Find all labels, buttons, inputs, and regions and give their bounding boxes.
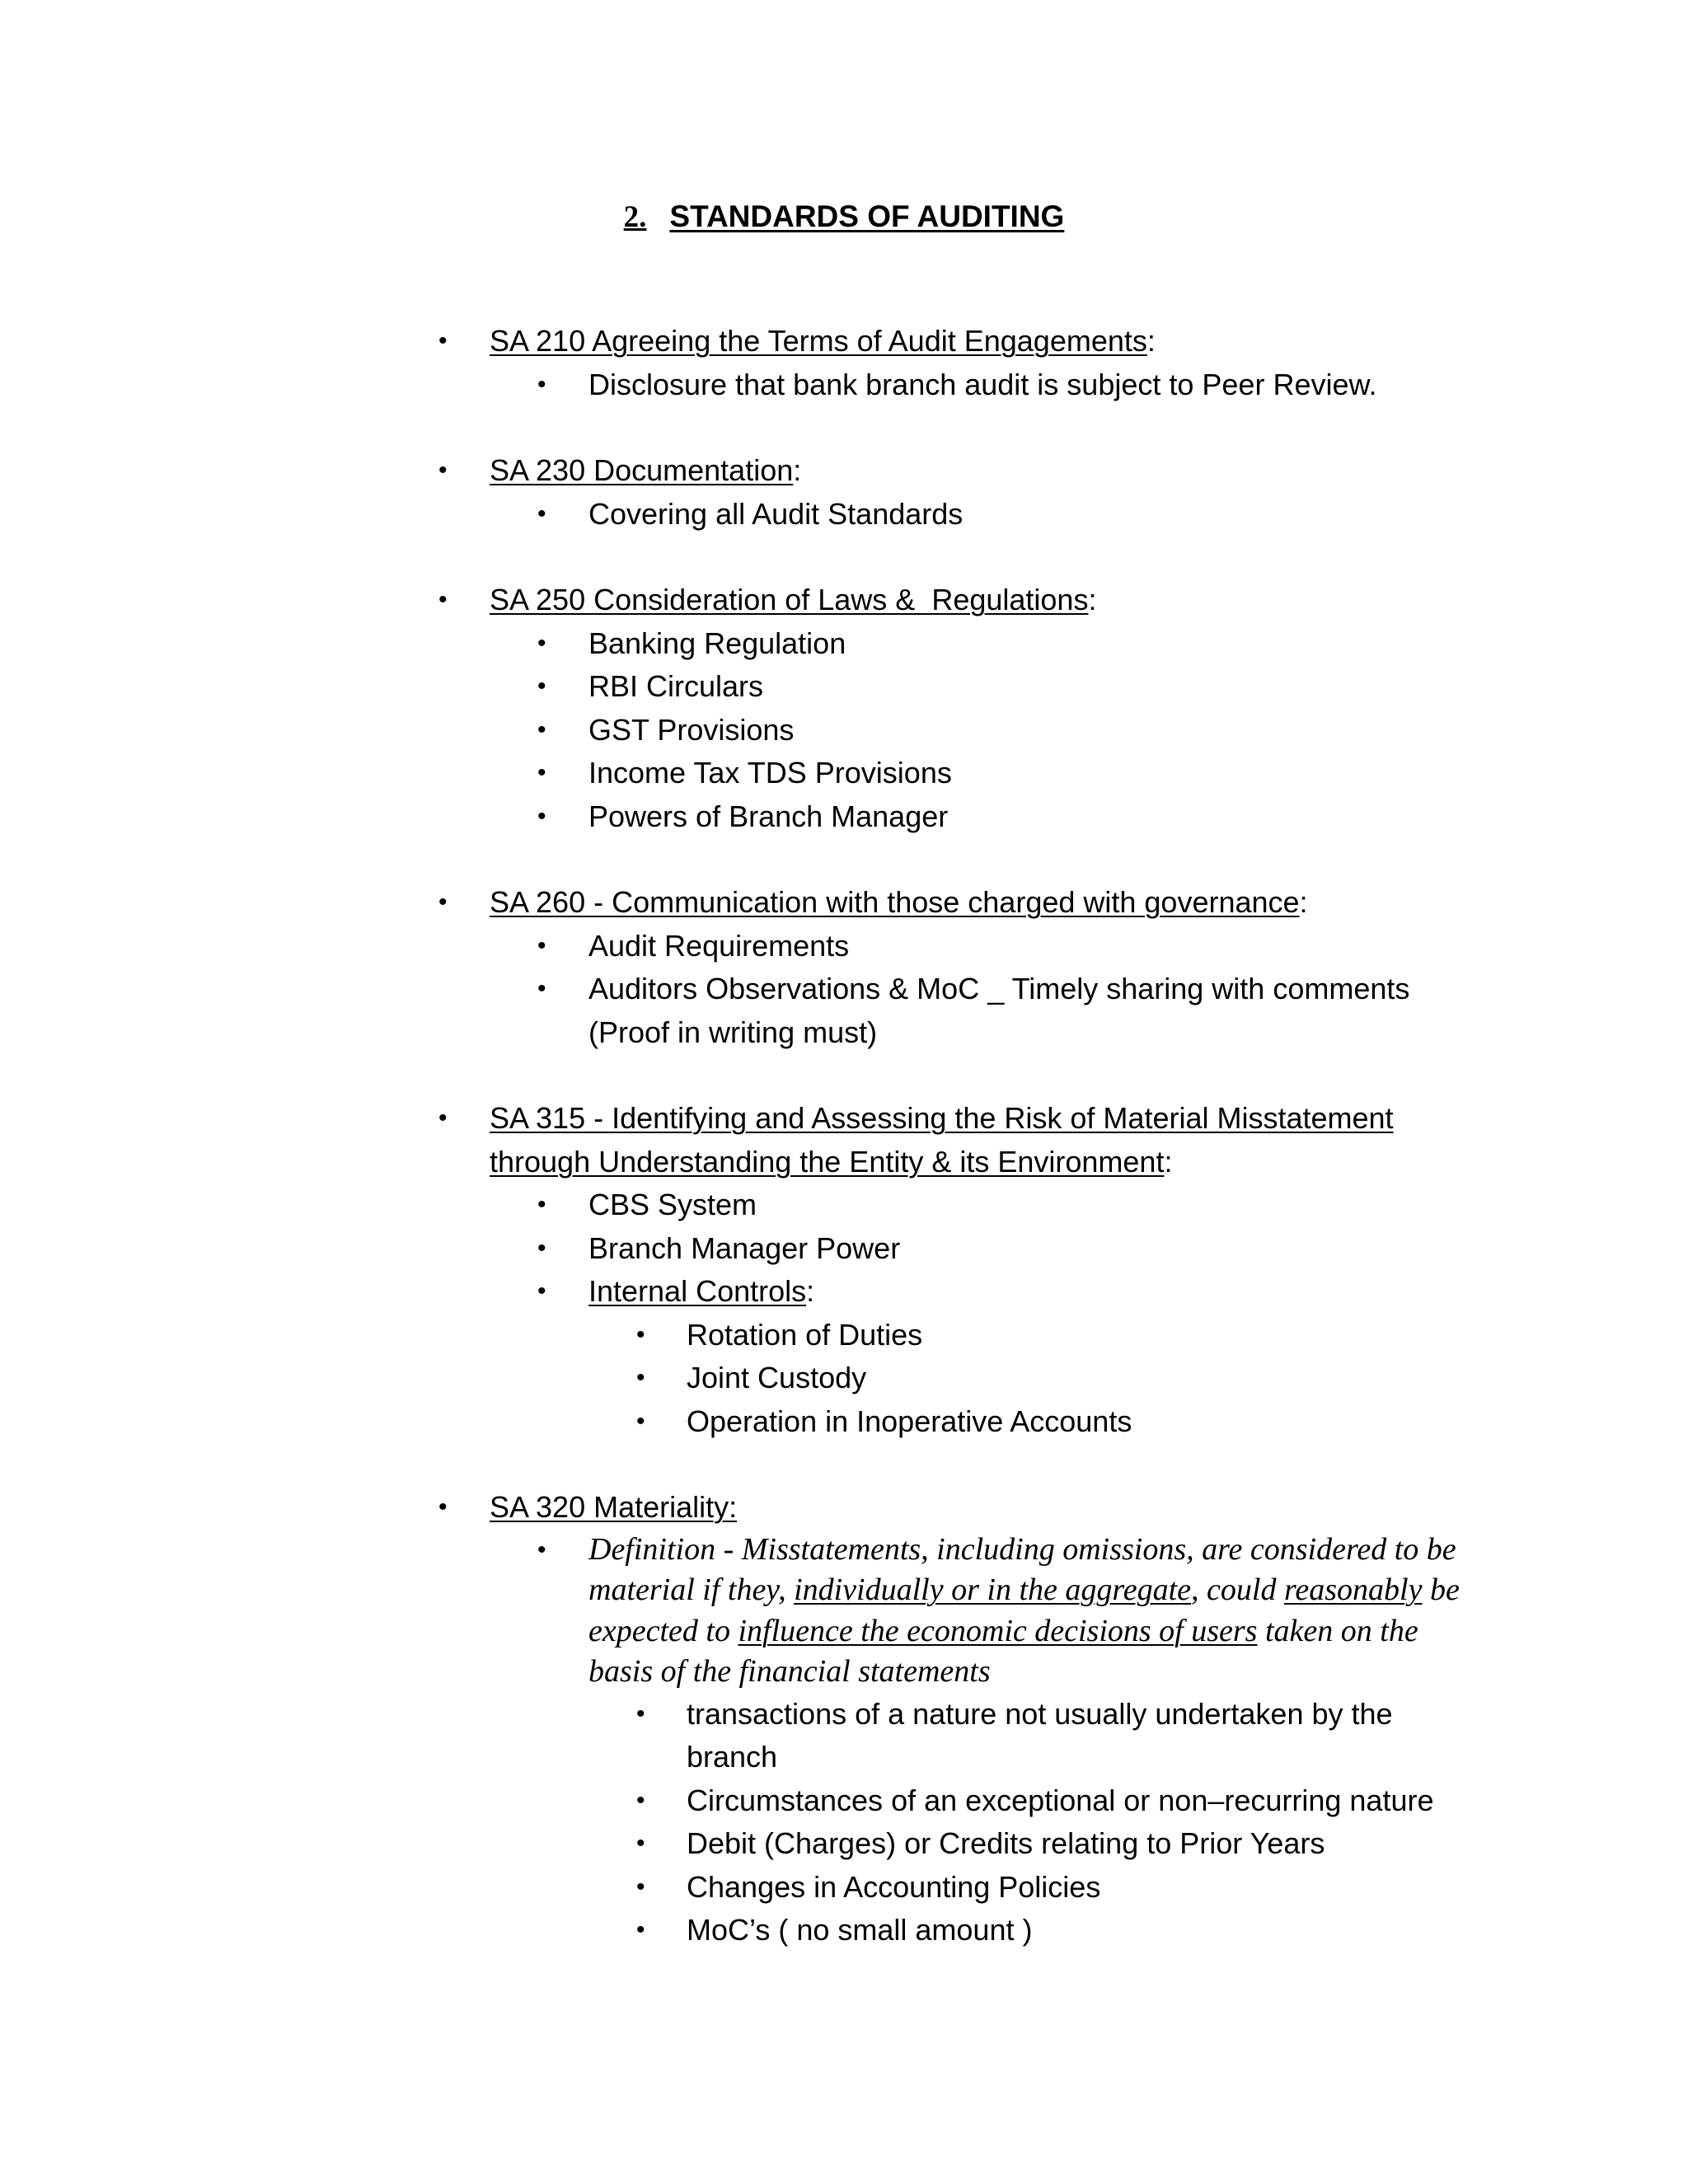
- definition-text: Definition - Misstatements, including omissions, are considered to be material if they,: [588, 1531, 1456, 1607]
- list-item: [438, 493, 1477, 537]
- list-item: [438, 968, 1477, 1011]
- list-item-text: Covering all Audit Standards: [588, 496, 964, 531]
- sub-list-item: [438, 1909, 1477, 1952]
- definition-text: , could: [1191, 1572, 1284, 1607]
- bullet: •: [636, 1699, 645, 1727]
- bullet: •: [537, 759, 546, 786]
- title-colon: :: [793, 453, 802, 487]
- bullet: •: [537, 975, 546, 1002]
- list-item-internal-controls: [438, 1270, 1477, 1314]
- sub-list-item: [438, 1400, 1477, 1444]
- standard-sa230: [438, 449, 1477, 493]
- standard-title: SA 320 Materiality:: [490, 1490, 738, 1524]
- list-item: [438, 665, 1477, 709]
- sub-list-item: [438, 1357, 1477, 1400]
- bullet: •: [636, 1407, 645, 1435]
- section-title: STANDARDS OF AUDITING: [669, 199, 1065, 233]
- bullet: •: [537, 802, 546, 830]
- definition-text: taken on the basis of the financial statements: [588, 1613, 1418, 1689]
- title-colon: :: [1164, 1144, 1173, 1179]
- standard-sa210: [438, 320, 1477, 363]
- list-item-text: Powers of Branch Manager: [588, 799, 949, 833]
- list-item: [438, 925, 1477, 968]
- sub-list-item: [438, 1779, 1477, 1823]
- sub-list-item: [438, 1866, 1477, 1910]
- bullet: •: [636, 1786, 645, 1814]
- sub-list-item-text: Joint Custody: [687, 1361, 867, 1394]
- bullet: •: [438, 1493, 448, 1521]
- standards-list: [438, 320, 1477, 1952]
- title-colon: :: [1299, 885, 1308, 919]
- bullet: •: [636, 1916, 645, 1943]
- list-item: [438, 752, 1477, 795]
- page-title: [0, 196, 1688, 238]
- list-item-text: Auditors Observations & MoC _ Timely sharing with comments: [588, 972, 1410, 1005]
- subsection-title: Internal Controls: [588, 1274, 807, 1308]
- bullet: •: [537, 673, 546, 700]
- bullet: •: [537, 629, 546, 657]
- list-item-text: Banking Regulation: [588, 626, 846, 660]
- section-number: 2.: [623, 200, 647, 234]
- list-item-text: CBS System: [588, 1188, 757, 1221]
- list-item-text: Audit Requirements: [588, 928, 850, 963]
- list-item-text: Disclosure that bank branch audit is subject to Peer Review.: [588, 367, 1377, 401]
- standard-sa315: [438, 1097, 1477, 1141]
- bullet: •: [438, 327, 448, 354]
- list-item-text: (Proof in writing must): [588, 1015, 878, 1049]
- bullet: •: [438, 457, 448, 484]
- definition-text: be expected to: [588, 1572, 1460, 1648]
- bullet: •: [537, 715, 546, 743]
- standard-title: SA 230 Documentation: [490, 453, 794, 487]
- title-colon: :: [1088, 583, 1097, 616]
- standard-title: SA 315 - Identifying and Assessing the Risk of Material Misstatement: [490, 1101, 1394, 1135]
- standard-sa260: [438, 881, 1477, 925]
- sub-list-item-text: Debit (Charges) or Credits relating to Prior Years: [687, 1826, 1325, 1860]
- definition-emphasis: influence the economic decisions of users: [738, 1613, 1258, 1648]
- sub-list-item: [438, 1822, 1477, 1866]
- list-item: [438, 1227, 1477, 1271]
- sub-list-item-text: branch: [687, 1740, 778, 1774]
- materiality-definition: [438, 1530, 1477, 1693]
- bullet: •: [537, 1277, 546, 1305]
- list-item-text: RBI Circulars: [588, 669, 764, 703]
- list-item: [438, 795, 1477, 839]
- definition-emphasis: individually or in the aggregate: [794, 1572, 1192, 1607]
- bullet: •: [537, 931, 546, 959]
- list-item: [438, 1183, 1477, 1227]
- standard-title: SA 260 - Communication with those charged with governance: [490, 885, 1300, 919]
- bullet: •: [636, 1364, 645, 1391]
- standard-title-continuation: [438, 1141, 1477, 1184]
- list-item-text: GST Provisions: [588, 712, 795, 747]
- list-item-text: Income Tax TDS Provisions: [588, 756, 952, 790]
- list-item: [438, 363, 1477, 407]
- title-colon: :: [806, 1274, 815, 1308]
- sub-list-item-text: Changes in Accounting Policies: [687, 1869, 1101, 1904]
- bullet: •: [438, 586, 448, 613]
- bullet: •: [537, 1535, 546, 1563]
- sub-list-item-continuation: [438, 1736, 1477, 1779]
- bullet: •: [636, 1872, 645, 1900]
- bullet: •: [537, 499, 546, 527]
- list-item-continuation: [438, 1011, 1477, 1055]
- standard-title: SA 210 Agreeing the Terms of Audit Engagements: [490, 324, 1147, 358]
- standard-sa250: [438, 579, 1477, 622]
- title-colon: :: [1146, 324, 1156, 358]
- bullet: •: [537, 1191, 546, 1218]
- list-item-text: Branch Manager Power: [588, 1230, 901, 1265]
- sub-list-item-text: transactions of a nature not usually undertaken by the: [687, 1696, 1393, 1731]
- standard-title: SA 250 Consideration of Laws & Regulations: [490, 583, 1089, 616]
- bullet: •: [438, 1104, 448, 1132]
- sub-list-item-text: Rotation of Duties: [687, 1317, 923, 1352]
- bullet: •: [438, 888, 448, 916]
- bullet: •: [636, 1320, 645, 1348]
- bullet: •: [636, 1830, 645, 1857]
- sub-list-item-text: Circumstances of an exceptional or non–recurring nature: [687, 1783, 1434, 1817]
- definition-emphasis: reasonably: [1283, 1572, 1423, 1607]
- bullet: •: [537, 370, 546, 398]
- sub-list-item: [438, 1693, 1477, 1736]
- bullet: •: [537, 1234, 546, 1262]
- standard-sa320: [438, 1486, 1477, 1530]
- sub-list-item-text: MoC’s ( no small amount ): [687, 1913, 1033, 1947]
- sub-list-item: [438, 1314, 1477, 1357]
- list-item: [438, 709, 1477, 752]
- sub-list-item-text: Operation in Inoperative Accounts: [687, 1404, 1132, 1438]
- standard-title: through Understanding the Entity & its Environment: [490, 1144, 1165, 1179]
- list-item: [438, 622, 1477, 666]
